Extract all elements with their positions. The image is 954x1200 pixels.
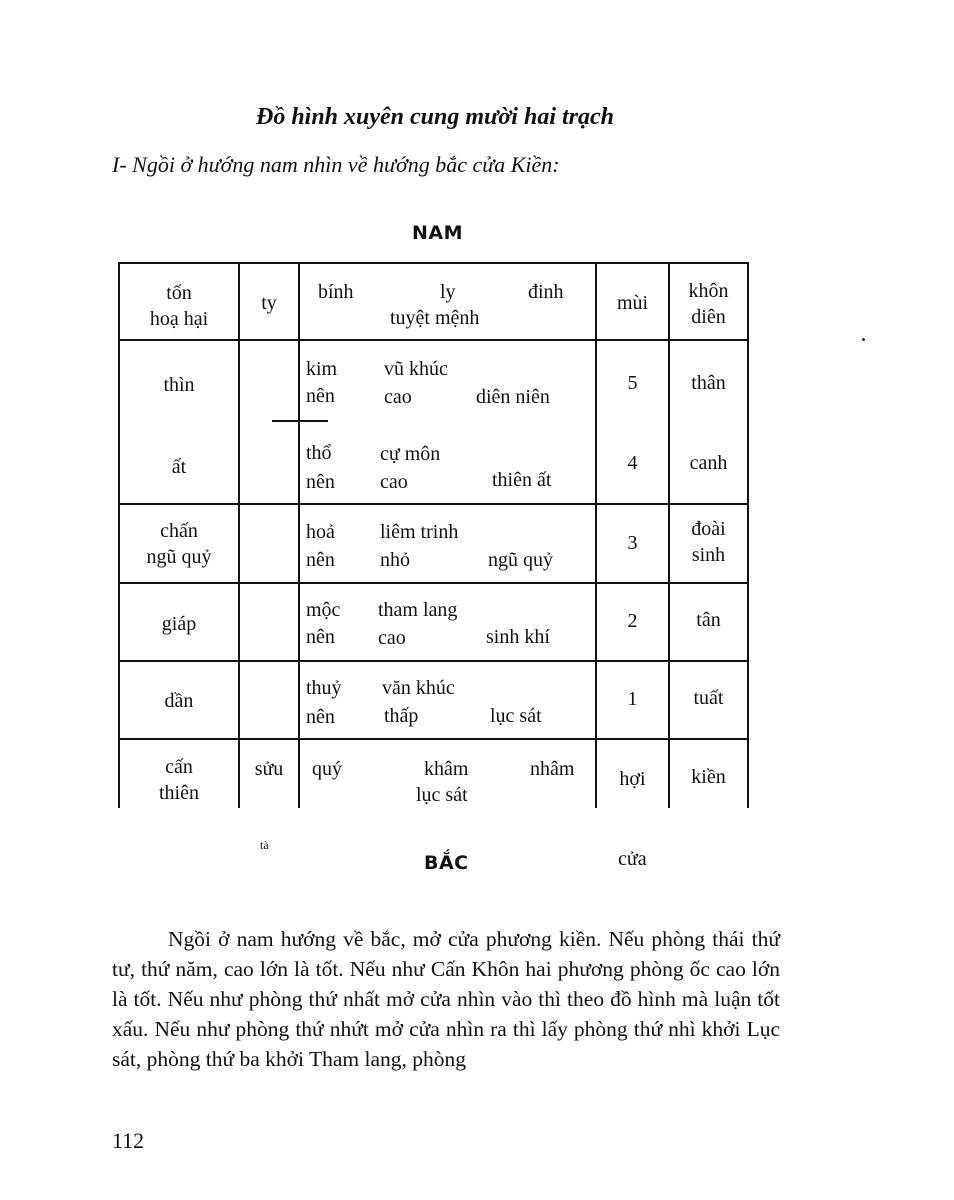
speck-mark [862, 338, 865, 341]
cell-ngu-quy: ngũ quỷ [488, 549, 553, 571]
cell-num-5: 5 [627, 372, 638, 394]
page-title: Đồ hình xuyên cung mười hai trạch [255, 104, 614, 130]
cell-thien-at: thiên ất [492, 469, 552, 491]
cell-dan: dần [164, 690, 194, 712]
cell-num-1: 1 [627, 688, 638, 710]
cell-text: cấn [165, 756, 193, 778]
cell-than: thân [691, 372, 726, 394]
cell-hoa: hoả [306, 521, 335, 543]
cell-chan [120, 518, 238, 570]
cell-khon [670, 278, 747, 330]
cell-tuyet-menh: tuyệt mệnh [390, 307, 480, 329]
cell-luc-sat: lục sát [416, 784, 468, 806]
cell-dinh: đinh [528, 281, 564, 303]
cell-tham-lang: tham lang [378, 599, 458, 621]
cell-tuat: tuất [693, 687, 724, 709]
cell-vu-khuc: vũ khúc [384, 358, 448, 380]
cell-tho: thổ [306, 442, 332, 464]
cell-nham: nhâm [530, 758, 575, 780]
small-mark-text: tà [260, 838, 269, 852]
cell-ly: ly [440, 281, 456, 303]
cell-doai [670, 516, 747, 568]
cell-nen: nên [306, 706, 335, 728]
cell-ty: ty [261, 292, 277, 314]
cell-thuy: thuỷ [306, 677, 342, 699]
cell-sinh-khi: sinh khí [486, 626, 550, 648]
cell-dien-nien: diên niên [476, 386, 550, 408]
cell-mui: mùi [616, 292, 649, 314]
cell-liem-trinh: liêm trinh [380, 521, 459, 543]
paragraph-text: Ngồi ở nam hướng về bắc, mở cửa phương kiền. Nếu phòng thái thứ tư, thứ năm, cao lớn là tốt. Nếu như Cấn Khôn hai phương phòng ốc cao lớn là tốt. Nếu như phòng thứ nhất mở cửa nhìn vào thì theo đồ hình mà luận tốt xấu. Nếu như phòng thứ nhứt mở cửa nhìn ra thì lấy phòng thứ nhì khởi Lục sát, phòng thứ ba khởi Tham lang, phòng [112, 927, 780, 1071]
cell-cao: cao [378, 627, 406, 649]
cell-thap: thấp [384, 705, 419, 727]
cell-kien: kiền [691, 766, 726, 788]
direction-label-north: BẮC [424, 852, 469, 874]
section-heading: I- Ngồi ở hướng nam nhìn về hướng bắc cửa Kiền: [112, 152, 560, 177]
cell-text: sinh [691, 544, 726, 566]
cell-van-khuc: văn khúc [382, 677, 455, 699]
door-label: cửa [618, 848, 647, 870]
cell-text: diên [691, 306, 726, 328]
cell-ton [120, 280, 238, 332]
cell-text: tốn [166, 282, 192, 304]
cell-cao: cao [384, 386, 412, 408]
cell-moc: mộc [306, 599, 341, 621]
body-paragraph [112, 924, 780, 1074]
cell-text: chấn [160, 520, 198, 542]
cell-suu: sửu [254, 758, 284, 780]
cell-can [120, 754, 238, 806]
cell-quy: quý [312, 758, 342, 780]
cell-hoi: hợi [619, 768, 646, 790]
cell-luc-sat: lục sát [490, 705, 542, 727]
cell-tan: tân [696, 609, 721, 631]
cell-nen: nên [306, 626, 335, 648]
cell-at: ất [171, 456, 187, 478]
cell-nen: nên [306, 385, 335, 407]
cell-num-4: 4 [627, 452, 638, 474]
cell-num-2: 2 [627, 610, 638, 632]
cell-cu-mon: cự môn [380, 443, 441, 465]
cell-text: đoài [691, 518, 726, 540]
cell-nho: nhỏ [380, 549, 410, 571]
cell-kham: khâm [424, 758, 469, 780]
direction-label-south: NAM [412, 222, 464, 244]
page-number: 112 [112, 1128, 145, 1153]
cell-text: hoạ hại [149, 308, 209, 330]
cell-text: ngũ quỷ [146, 546, 212, 568]
cell-num-3: 3 [627, 532, 638, 554]
cell-kim: kim [306, 358, 338, 380]
cell-thin: thìn [163, 374, 195, 396]
cell-nen: nên [306, 471, 335, 493]
cell-text: thiên [159, 782, 199, 804]
cell-text: khôn [688, 280, 729, 302]
cell-nen: nên [306, 549, 335, 571]
cell-giap: giáp [161, 613, 197, 635]
cell-binh: bính [318, 281, 354, 303]
cell-cao: cao [380, 471, 408, 493]
cell-canh: canh [689, 452, 728, 474]
